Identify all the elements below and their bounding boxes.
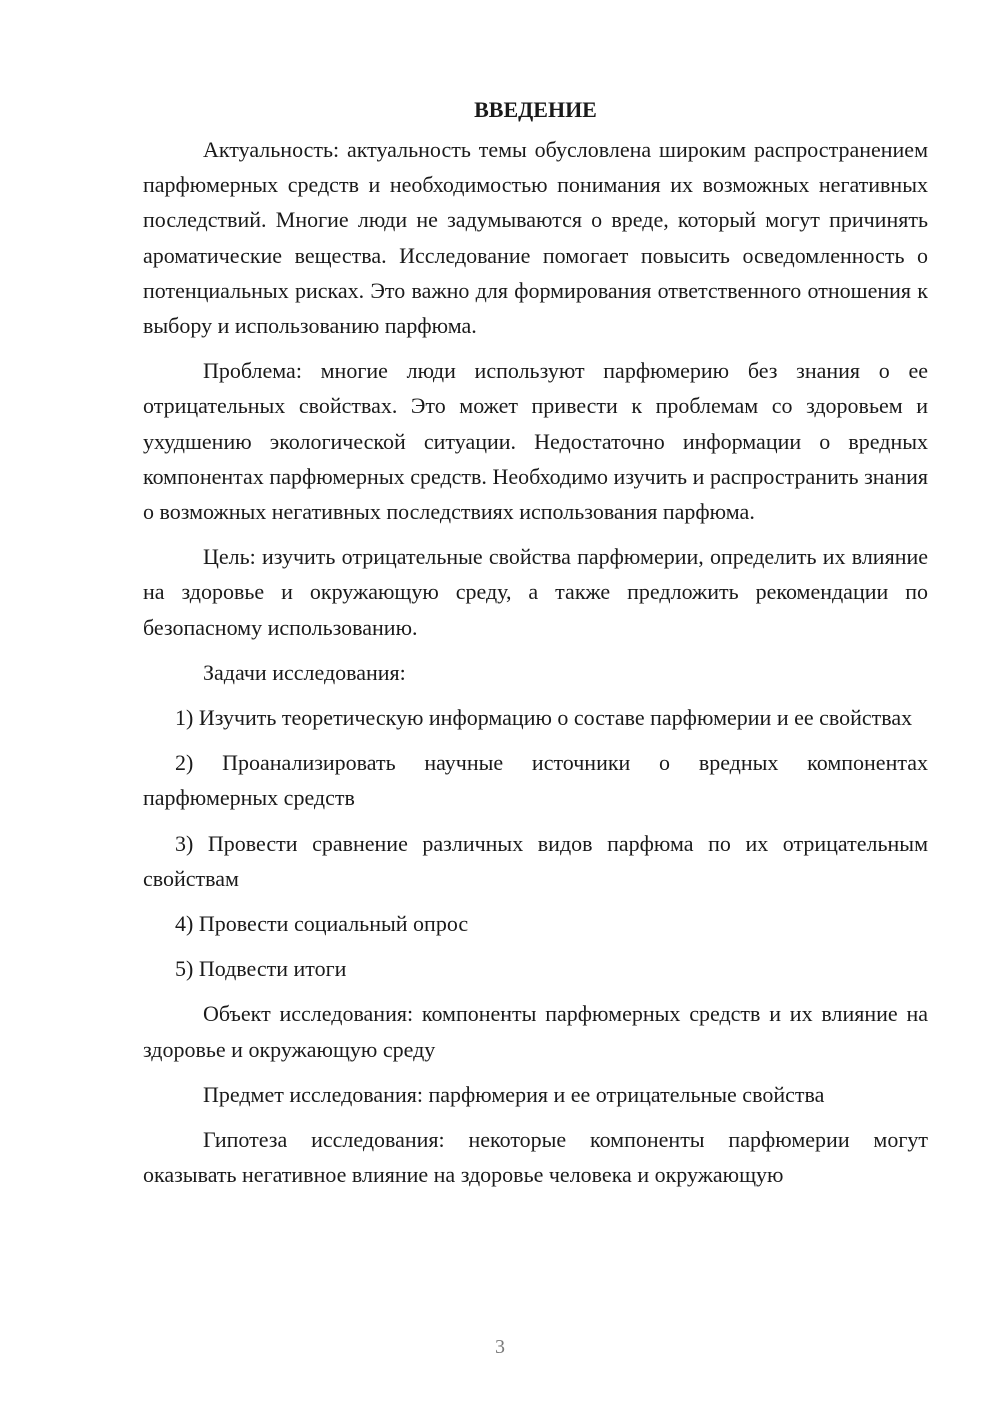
paragraph-tasks-heading: Задачи исследования: — [203, 659, 406, 685]
page-number: 3 — [495, 1336, 505, 1358]
paragraph-object: Объект исследования: компоненты парфюмерных средств и их влияние на здоровье и окружающую среду — [143, 1001, 928, 1062]
task-item: 1) Изучить теоретическую информацию о составе парфюмерии и ее свойствах — [175, 705, 913, 731]
task-item: 2) Проанализировать научные источники о вредных компонентах парфюмерных средств — [143, 750, 928, 811]
paragraph-subject: Предмет исследования: парфюмерия и ее отрицательные свойства — [203, 1081, 825, 1107]
page-title: ВВЕДЕНИЕ — [474, 97, 597, 122]
paragraph-hypothesis: Гипотеза исследования: некоторые компоненты парфюмерии могут оказывать негативное влияние на здоровье человека и окружающую — [143, 1127, 928, 1188]
paragraph-problem: Проблема: многие люди используют парфюмерию без знания о ее отрицательных свойствах. Это может привести к проблемам со здоровьем и ухудшению экологической ситуации. Недостаточно информации о вредных компонентах парфюмерных средств. Необходимо изучить и распространить знания о возможных негативных последствиях использования парфюма. — [143, 358, 928, 525]
paragraph-goal: Цель: изучить отрицательные свойства парфюмерии, определить их влияние на здоровье и окружающую среду, а также предложить рекомендации по безопасному использованию. — [143, 544, 928, 640]
page-content — [143, 92, 928, 1202]
task-item: 5) Подвести итоги — [175, 956, 347, 982]
task-item: 4) Провести социальный опрос — [175, 911, 469, 937]
task-item: 3) Провести сравнение различных видов парфюма по их отрицательным свойствам — [143, 830, 928, 891]
paragraph-relevance: Актуальность: актуальность темы обусловлена широким распространением парфюмерных средств и необходимостью понимания их возможных негативных последствий. Многие люди не задумываются о вреде, который могут причинять ароматические вещества. Исследование помогает повысить осведомленность о потенциальных рисках. Это важно для формирования ответственного отношения к выбору и использованию парфюма. — [143, 137, 928, 339]
